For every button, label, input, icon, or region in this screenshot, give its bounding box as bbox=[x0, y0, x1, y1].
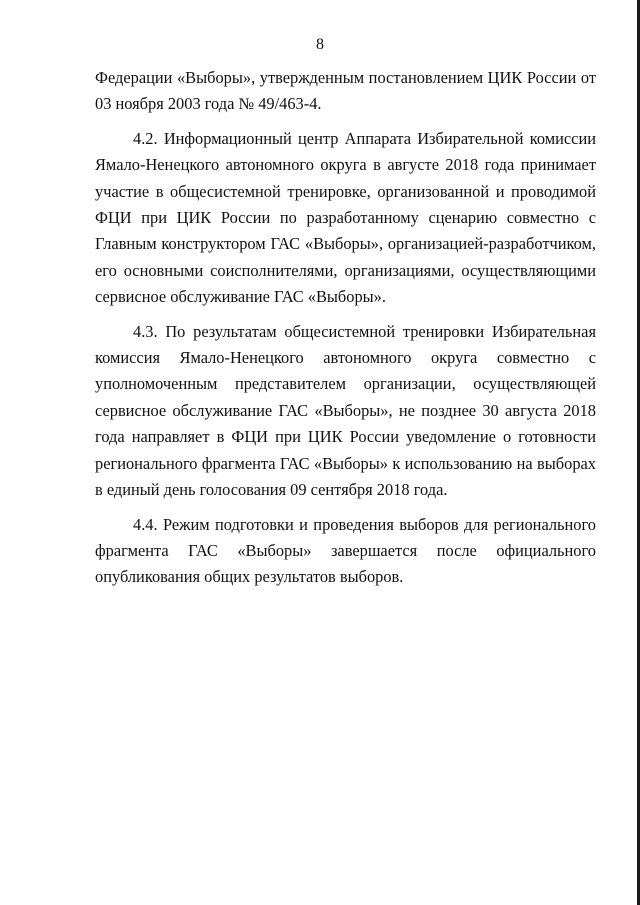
paragraph-4-4: 4.4. Режим подготовки и проведения выборов для регионального фрагмента ГАС «Выборы» завершается после официального опубликования общих результатов выборов. bbox=[95, 514, 596, 587]
paragraph-4-2: 4.2. Информационный центр Аппарата Избирательной комиссии Ямало-Ненецкого автономного округа в августе 2018 года принимает участие в общесистемной тренировке, организованной и проводимой ФЦИ при ЦИК России по разработанному сценарию совместно с Главным конструктором ГАС «Выборы», организацией-разработчиком, его основными соисполнителями, организациями, осуществляющими сервисное обслуживание ГАС «Выборы». bbox=[95, 128, 596, 307]
paragraph-4-3: 4.3. По результатам общесистемной тренировки Избирательная комиссия Ямало-Ненецкого автономного округа совместно с уполномоченным представителем организации, осуществляющей сервисное обслуживание ГАС «Выборы», не позднее 30 августа 2018 года направляет в ФЦИ при ЦИК России уведомление о готовности регионального фрагмента ГАС «Выборы» к использованию на выборах в единый день голосования 09 сентября 2018 года. bbox=[95, 321, 596, 500]
paragraph-continuation: Федерации «Выборы», утвержденным постановлением ЦИК России от 03 ноября 2003 года № 49/463-4. bbox=[95, 68, 596, 114]
page-number: 8 bbox=[316, 36, 324, 53]
document-body bbox=[95, 65, 596, 591]
